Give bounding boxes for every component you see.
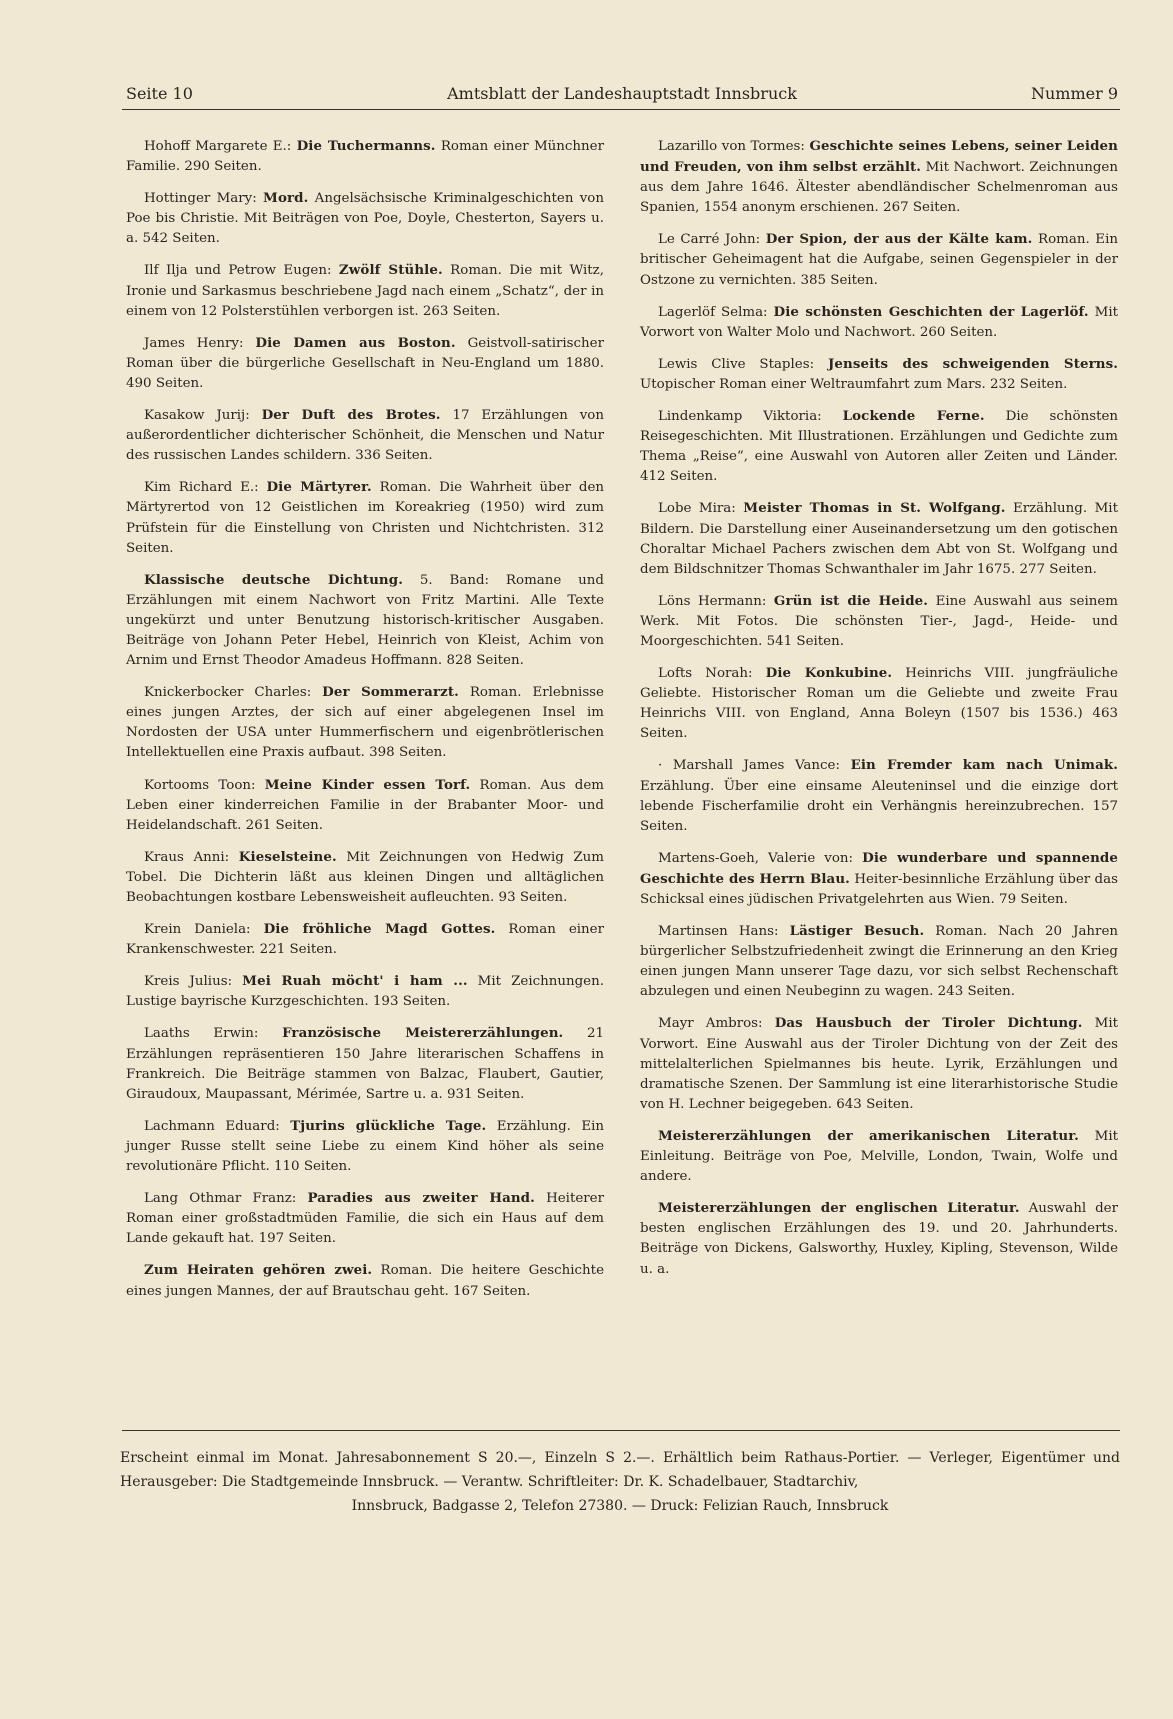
book-description: Roman. Nach 20 Jahren bürgerlicher Selbstzufriedenheit zwingt die Erinnerung an den Krieg einen jungen Mann unserer Tage dazu, vor sich selbst Rechenschaft abzulegen und einen Neubeginn zu wagen. 243 Seiten. (640, 924, 1119, 1000)
book-entry (126, 136, 604, 177)
book-title: Die wunderbare und spannende Geschichte des Herrn Blau. (640, 849, 1119, 887)
book-entry (640, 1198, 1118, 1279)
book-description: Heiter-besinnliche Erzählung über das Schicksal eines jüdischen Privatgelehrten aus Wien. 79 Seiten. (640, 871, 1118, 907)
book-title: Zwölf Stühle. (338, 262, 443, 279)
book-title: Die Damen aus Boston. (255, 334, 456, 351)
book-entry (640, 755, 1118, 836)
book-author: Hohoff Margarete E.: (144, 139, 292, 154)
book-description: Erzählung. Über eine einsame Aleuteninsel und die einzige dort lebende Fischerfamilie droht ein Verhängnis hereinzubrechen. 157 Seiten. (640, 778, 1118, 834)
book-entry (640, 921, 1118, 1002)
footer-rule (122, 1430, 1120, 1431)
book-author: Martinsen Hans: (658, 924, 779, 940)
book-entry (126, 405, 604, 466)
book-description: 21 Erzählungen repräsentieren 150 Jahre literarischen Schaffens in Frankreich. Die Beiträge stammen von Balzac, Flaubert, Gautier, Giraudoux, Maupassant, Mérimée, Sartre u. a. 931 Seiten. (126, 1026, 604, 1102)
book-entry (640, 302, 1118, 343)
book-entry (126, 477, 604, 558)
book-author: Lang Othmar Franz: (144, 1191, 297, 1207)
issue-number: Nummer 9 (1030, 84, 1118, 103)
book-title: Die Märtyrer. (266, 479, 372, 496)
book-title: Mei Ruah möcht' i ham ... (242, 973, 468, 990)
book-author: Lachmann Eduard: (144, 1118, 280, 1134)
book-description: Utopischer Roman einer Weltraumfahrt zum Mars. 232 Seiten. (640, 376, 1068, 392)
book-entry (640, 136, 1118, 218)
book-author: James Henry: (144, 335, 244, 351)
book-description: Roman. Die heitere Geschichte eines jungen Mannes, der auf Brautschau geht. 167 Seiten. (126, 1263, 604, 1299)
book-entry (126, 570, 604, 671)
book-description: Auswahl der besten englischen Erzählungen des 19. und 20. Jahrhunderts. Beiträge von Dickens, Galsworthy, Huxley, Kipling, Stevenson, Wilde u. a. (640, 1201, 1118, 1277)
book-title: Geschichte seines Lebens, seiner Leiden und Freuden, von ihm selbst erzählt. (640, 138, 1118, 176)
book-description: Geistvoll-satirischer Roman über die bürgerliche Gesellschaft in Neu-England um 1880. 490 Seiten. (126, 335, 604, 391)
book-entry (126, 1188, 604, 1249)
book-author: Martens-Goeh, Valerie von: (658, 850, 854, 866)
book-title: Meistererzählungen der englischen Literatur. (658, 1200, 1020, 1217)
book-description: Roman. Die mit Witz, Ironie und Sarkasmus beschriebene Jagd nach einem „Schatz“, der in einem von 12 Polsterstühlen verborgen ist. 263 Seiten. (126, 263, 604, 319)
book-author: Ilf Ilja und Petrow Eugen: (144, 263, 332, 279)
header-rule (122, 109, 1120, 110)
book-description: 5. Band: Romane und Erzählungen mit einem Nachwort von Fritz Martini. Alle Texte ungekürzt und unter Benutzung historisch-kritischer Ausgaben. Beiträge von Johann Peter Hebel, Heinrich von Kleist, Achim von Arnim und Ernst Theodor Amadeus Hoffmann. 828 Seiten. (126, 572, 604, 669)
book-title: Französische Meistererzählungen. (282, 1025, 564, 1042)
book-author: · Marshall James Vance: (658, 758, 840, 774)
book-author: Kraus Anni: (144, 849, 230, 865)
book-title: Die schönsten Geschichten der Lagerlöf. (773, 303, 1089, 320)
book-author: Lewis Clive Staples: (658, 356, 815, 372)
book-title: Meistererzählungen der amerikanischen Literatur. (658, 1127, 1079, 1144)
book-description: Roman. Ein britischer Geheimagent hat die Aufgabe, seinen Gegenspieler in der Ostzone zu vernichten. 385 Seiten. (640, 232, 1118, 288)
book-author: Hottinger Mary: (144, 191, 257, 207)
book-entry (126, 260, 604, 321)
book-description: Heinrichs VIII. jungfräuliche Geliebte. Historischer Roman um die Geliebte und zweite Frau Heinrichs VIII. von England, Anna Boleyn (1507 bis 1536.) 463 Seiten. (640, 666, 1118, 742)
book-entry (126, 682, 604, 763)
book-title: Meine Kinder essen Torf. (264, 776, 471, 793)
book-entry (126, 1260, 604, 1301)
book-description: Roman einer Münchner Familie. 290 Seiten. (126, 139, 605, 175)
right-column (640, 136, 1118, 1291)
book-title: Ein Fremder kam nach Unimak. (850, 757, 1118, 774)
book-entry (126, 1023, 604, 1104)
book-author: Löns Hermann: (658, 593, 767, 609)
book-title: Grün ist die Heide. (773, 592, 929, 609)
book-title: Die Konkubine. (765, 665, 893, 682)
book-title: Meister Thomas in St. Wolfgang. (743, 500, 1006, 517)
book-description: Mit Vorwort. Eine Auswahl aus der Tiroler Dichtung von der Zeit des mittelalterlichen Spielmannes bis heute. Lyrik, Erzählungen und dramatische Szenen. Der Sammlung ist eine literarhistorische Studie von H. Lechner beigegeben. 643 Seiten. (640, 1016, 1118, 1112)
book-description: Roman. Erlebnisse eines jungen Arztes, der sich auf einer abgelegenen Insel im Nordosten der USA unter Hummerfischern und eigenbrötlerischen Intellektuellen eine Praxis aufbaut. 398 Seiten. (126, 685, 604, 761)
page-header (126, 82, 1118, 106)
book-entry (640, 498, 1118, 579)
book-author: Kasakow Jurij: (144, 408, 250, 424)
book-title: Das Hausbuch der Tiroler Dichtung. (774, 1015, 1083, 1032)
book-author: Laaths Erwin: (144, 1026, 259, 1042)
book-description: Die schönsten Reisegeschichten. Mit Illustrationen. Erzählungen und Gedichte zum Thema „Reise“, eine Auswahl von Autoren aller Zeiten und Länder. 412 Seiten. (640, 409, 1118, 485)
book-description: Erzählung. Ein junger Russe stellt seine Liebe zu einem Kind höher als seine revolutionäre Pflicht. 110 Seiten. (126, 1118, 605, 1175)
book-entry (640, 354, 1118, 395)
book-description: Mit Zeichnungen. Lustige bayrische Kurzgeschichten. 193 Seiten. (126, 974, 604, 1010)
book-entry (126, 971, 604, 1012)
page-number: Seite 10 (126, 84, 193, 103)
book-entry (126, 919, 604, 960)
book-title: Zum Heiraten gehören zwei. (144, 1262, 373, 1279)
book-author: Lazarillo von Tormes: (658, 139, 805, 154)
book-entry (640, 663, 1118, 744)
book-title: Paradies aus zweiter Hand. (307, 1190, 535, 1207)
book-description: Eine Auswahl aus seinem Werk. Mit Fotos. Die schönsten Tier-, Jagd-, Heide- und Moorgeschichten. 541 Seiten. (640, 593, 1118, 649)
imprint-line-1: Erscheint einmal im Monat. Jahresabonnement S 20.—, Einzeln S 2.—. Erhältlich beim Rathaus-Portier. — Verleger, Eigentümer und Herausgeber: Die Stadtgemeinde Innsbruck. — Verantw. Schriftleiter: Dr. K. Schadelbauer, Stadtarchiv, (120, 1450, 1120, 1490)
book-entry (126, 1116, 604, 1177)
publication-title: Amtsblatt der Landeshauptstadt Innsbruck (447, 84, 797, 103)
book-title: Der Duft des Brotes. (261, 407, 441, 424)
left-column (126, 136, 604, 1313)
book-entry (640, 1013, 1118, 1114)
book-description: Erzählung. Mit Bildern. Die Darstellung einer Auseinandersetzung um den gotischen Choraltar Michael Pachers zwischen dem Abt von St. Wolfgang und dem Bildschnitzer Thomas Schwanthaler im Jahr 1675. 277 Seiten. (640, 501, 1118, 577)
book-title: Jenseits des schweigenden Sterns. (827, 355, 1118, 372)
book-entry (126, 333, 604, 394)
book-description: Mit Nachwort. Zeichnungen aus dem Jahre 1646. Ältester abendländischer Schelmenroman aus Spanien, 1554 anonym erschienen. 267 Seiten. (640, 160, 1118, 216)
book-author: Knickerbocker Charles: (144, 685, 312, 701)
book-description: Roman. Die Wahrheit über den Märtyrertod von 12 Geistlichen im Koreakrieg (1950) wird zum Prüfstein für die Einstellung von Christen und Nichtchristen. 312 Seiten. (126, 480, 604, 556)
book-author: Kim Richard E.: (144, 480, 259, 496)
book-entry (640, 1126, 1118, 1187)
book-author: Lofts Norah: (658, 666, 753, 682)
book-title: Der Sommerarzt. (322, 684, 459, 701)
book-title: Lästiger Besuch. (789, 923, 925, 940)
book-title: Die Tuchermanns. (296, 138, 436, 154)
book-title: Tjurins glückliche Tage. (290, 1117, 487, 1134)
book-title: Der Spion, der aus der Kälte kam. (765, 231, 1033, 248)
book-entry (640, 229, 1118, 290)
book-description: Angelsächsische Kriminalgeschichten von Poe bis Christie. Mit Beiträgen von Poe, Doyle, Chesterton, Sayers u. a. 542 Seiten. (126, 191, 604, 247)
imprint-footer (120, 1446, 1120, 1518)
book-description: Mit Einleitung. Beiträge von Poe, Melville, London, Twain, Wolfe und andere. (640, 1128, 1118, 1185)
book-author: Lobe Mira: (658, 501, 736, 517)
book-description: Roman einer Krankenschwester. 221 Seiten. (126, 922, 604, 958)
book-author: Krein Daniela: (144, 922, 251, 938)
book-description: Mit Zeichnungen von Hedwig Zum Tobel. Die Dichterin läßt aus kleinen Dingen und alltäglichen Beobachtungen kostbare Lebensweisheit aufleuchten. 93 Seiten. (126, 849, 605, 905)
book-title: Klassische deutsche Dichtung. (144, 571, 403, 588)
book-author: Lindenkamp Viktoria: (658, 409, 822, 425)
book-author: Le Carré John: (658, 232, 761, 248)
book-description: Heiterer Roman einer großstadtmüden Familie, die sich ein Haus auf dem Lande gekauft hat. 197 Seiten. (126, 1191, 604, 1247)
book-entry (640, 406, 1118, 487)
book-entry (126, 188, 604, 249)
book-title: Die fröhliche Magd Gottes. (263, 921, 496, 938)
imprint-line-2: Innsbruck, Badgasse 2, Telefon 27380. — Druck: Felizian Rauch, Innsbruck (351, 1498, 889, 1514)
book-entry (640, 848, 1118, 910)
book-author: Mayr Ambros: (658, 1016, 763, 1032)
book-author: Lagerlöf Selma: (658, 304, 768, 320)
book-description: 17 Erzählungen von außerordentlicher dichterischer Schönheit, die Menschen und Natur des russischen Landes schildern. 336 Seiten. (126, 408, 604, 464)
book-entry (640, 591, 1118, 652)
book-description: Roman. Aus dem Leben einer kinderreichen Familie in der Brabanter Moor- und Heidelandschaft. 261 Seiten. (126, 777, 604, 833)
book-entry (126, 847, 604, 908)
book-description: Mit Vorwort von Walter Molo und Nachwort. 260 Seiten. (640, 304, 1118, 340)
book-author: Kortooms Toon: (144, 777, 256, 793)
book-title: Mord. (263, 190, 309, 207)
book-title: Lockende Ferne. (842, 408, 985, 425)
book-entry (126, 775, 604, 836)
book-author: Kreis Julius: (144, 974, 233, 990)
book-title: Kieselsteine. (238, 848, 337, 865)
